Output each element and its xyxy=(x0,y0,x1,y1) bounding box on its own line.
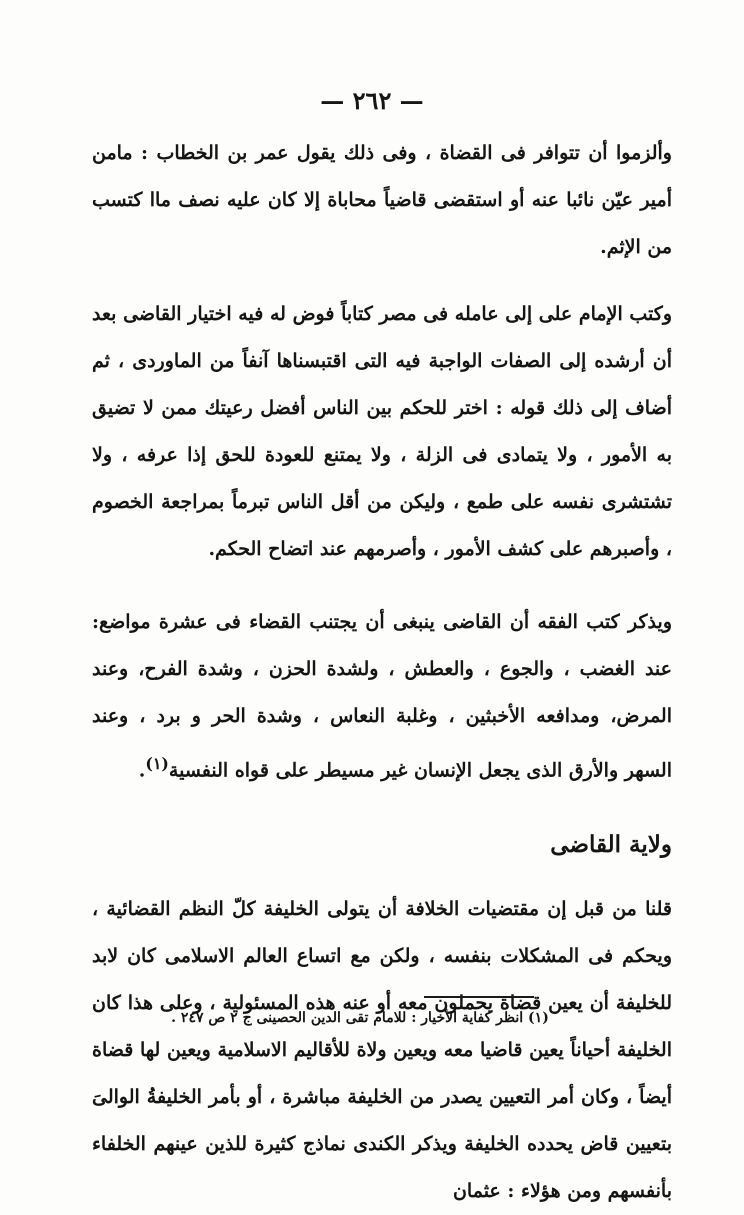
paragraph-1: وألزموا أن تتوافر فى القضاة ، وفى ذلك يقول عمر بن الخطاب : مامن أمير عيّن نائبا عنه أو استقضى قاضياً محاباة إلا كان عليه نصف ماا كتسب من الإثم. xyxy=(92,142,672,258)
footnote-divider xyxy=(424,996,534,998)
paragraph-3-text: ويذكر كتب الفقه أن القاضى ينبغى أن يجتنب القضاء فى عشرة مواضع: عند الغضب ، والجوع ، والعطش ، ولشدة الحزن ، وشدة الفرح، وعند المرض، ومدافعه الأخبثين ، وغلبة النعاس ، وشدة الحر و برد ، وعند السهر والأرق الذى يجعل الإنسان غير مسيطر على قواه النفسية xyxy=(92,611,672,782)
footnote: (١) انظر كفاية الأخيار : للامام تقى الدين الحصينى ج ٢ ص ٢٤٧ . xyxy=(171,1010,549,1026)
page-number: — ٢٦٢ — xyxy=(320,86,424,115)
section-heading: ولاية القاضى xyxy=(550,831,672,859)
footnote-marker: (١) xyxy=(145,754,169,773)
body-text xyxy=(92,130,672,1215)
paragraph-3: ويذكر كتب الفقه أن القاضى ينبغى أن يجتنب القضاء فى عشرة مواضع: عند الغضب ، والجوع ، والعطش ، ولشدة الحزن ، وشدة الفرح، وعند المرض، ومدافعه الأخبثين ، وغلبة النعاس ، وشدة الحر و برد ، وعند السهر والأرق الذى يجعل الإنسان غير مسيطر على قواه النفسية$^{(١)}$. xyxy=(92,611,672,782)
section-paragraph: قلنا من قبل إن مقتضيات الخلافة أن يتولى الخليفة كلّ النظم القضائية ، ويحكم فى المشكلات بنفسه ، ولكن مع اتساع العالم الاسلامى كان لابد للخليفة أن يعين قضاة يحملون معه أو عنه هذه المسئولية ، وعلى هذا كان الخليفة أحياناً يعين قاضيا معه ويعين ولاة للأقاليم الاسلامية ويعين لها قضاة أيضاً ، وكان أمر التعيين يصدر من الخليفة مباشرة ، أو بأمر الخليفةُ الوالىَ بتعيين قاض يحدده الخليفة ويذكر الكندى نماذج كثيرة للذين عينهم الخلفاء بأنفسهم ومن هؤلاء : عثمان xyxy=(92,898,672,1203)
paragraph-2: وكتب الإمام على إلى عامله فى مصر كتاباً فوض له فيه اختيار القاضى بعد أن أرشده إلى الصفات الواجبة فيه التى اقتبسناها آنفاً من الماوردى ، ثم أضاف إلى ذلك قوله : اختر للحكم بين الناس أفضل رعيتك ممن لا تضيق به الأمور ، ولا يتمادى فى الزلة ، ولا يمتنع للعودة للحق إذا عرفه ، ولا تشتشرى نفسه على طمع ، وليكن من أقل الناس تبرماً بمراجعة الخصوم ، وأصبرهم على كشف الأمور ، وأصرمهم عند اتضاح الحكم. xyxy=(92,303,672,560)
